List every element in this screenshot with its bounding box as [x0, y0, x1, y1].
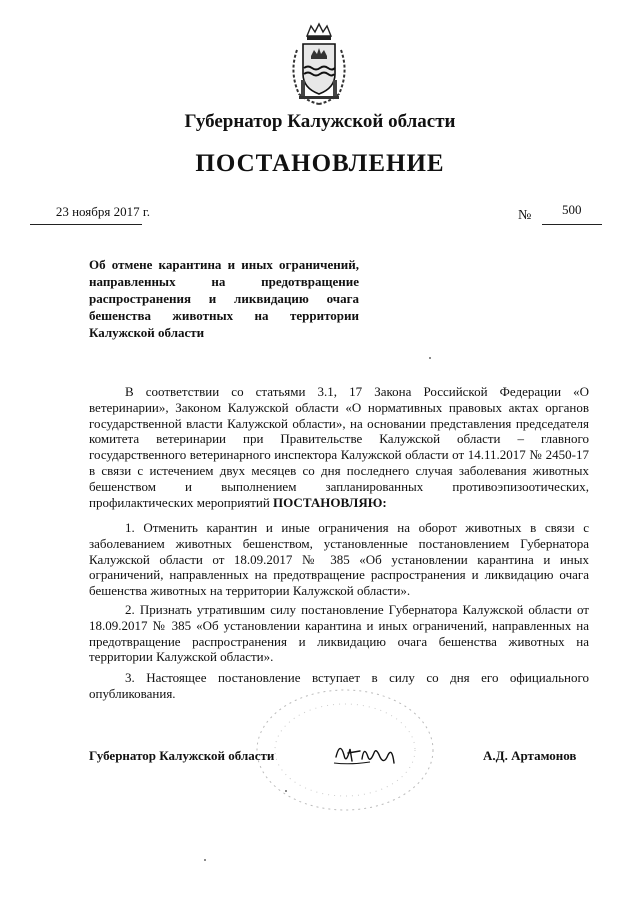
signatory-title: Губернатор Калужской области	[89, 748, 275, 763]
document-date: 23 ноября 2017 г.	[55, 204, 150, 219]
issuing-authority: Губернатор Калужской области	[184, 111, 456, 132]
preamble-text: В соответствии со статьями 3.1, 17 Закона Российской Федерации «О ветеринарии», Законом Калужской области «О нормативных правовых актах органов государственной власти Калужской области», на основании представления председателя комитета ветеринарии при Правительстве Калужской области – главного государственного ветеринарного инспектора Калужской области от 14.11.2017 № 2450-17 в связи с истечением двух месяцев со дня последнего случая заболевания животных бешенством и выполнением запланированных противоэпизоотических, профилактических мероприятий	[89, 384, 589, 510]
decree-keyword: ПОСТАНОВЛЯЮ:	[273, 494, 387, 510]
scan-speck	[285, 790, 287, 792]
document-number: 500	[562, 202, 582, 217]
signatory-name: А.Д. Артамонов	[483, 748, 577, 763]
clause-1: 1. Отменить карантин и иные ограничения на оборот животных в связи с заболеванием животных бешенством, установленные постановлением Губернатора Калужской области от 18.09.2017 № 385 «Об установлении карантина и иных ограничений, направленных на предотвращение распространения и ликвидацию очага бешенства животных на территории Калужской области».	[89, 520, 589, 599]
kaluga-coat-of-arms-icon	[287, 22, 351, 106]
number-underline	[542, 224, 602, 225]
scan-speck	[429, 357, 431, 359]
handwritten-signature-icon	[330, 735, 400, 771]
scan-speck	[204, 859, 206, 861]
clause-3: 3. Настоящее постановление вступает в силу со дня его официального опубликования.	[89, 670, 589, 701]
document-subject: Об отмене карантина и иных ограничений, направленных на предотвращение распространения и ликвидацию очага бешенства животных на территории Калужской области	[89, 257, 359, 340]
document-type-title: ПОСТАНОВЛЕНИЕ	[195, 150, 445, 177]
number-sign: №	[518, 208, 532, 223]
date-underline	[30, 224, 142, 225]
clause-2: 2. Признать утратившим силу постановление Губернатора Калужской области от 18.09.2017 № 385 «Об установлении карантина и иных ограничений, направленных на предотвращение распространения и ликвидацию очага бешенства животных на территории Калужской области».	[89, 602, 589, 665]
preamble-paragraph	[89, 384, 589, 510]
